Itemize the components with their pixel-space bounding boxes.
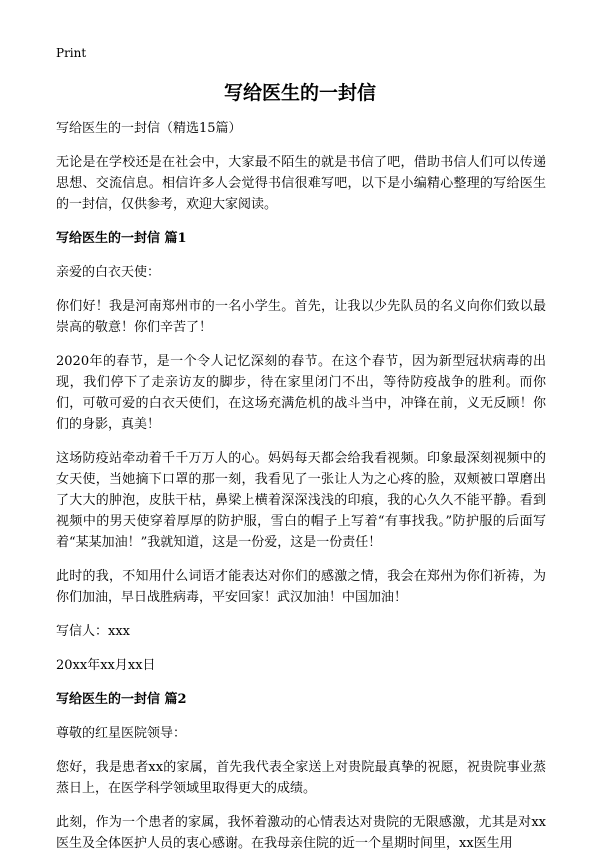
article-body: [56, 118, 546, 867]
intro-paragraph: 无论是在学校还是在社会中，大家最不陌生的就是书信了吧，借助书信人们可以传递思想、交流信息。相信许多人会觉得书信很难写吧，以下是小编精心整理的写给医生的一封信，仅供参考，欢迎大家阅读。: [56, 155, 546, 212]
letter1-paragraph: 你们好！我是河南郑州市的一名小学生。首先，让我以少先队员的名义向你们致以最崇高的敬意！你们辛苦了！: [56, 299, 546, 335]
letter2-paragraph: 此刻，作为一个患者的家属，我怀着激动的心情表达对贵院的无限感激，尤其是对xx医生及全体医护人员的衷心感谢。在我母亲住院的近一个星期时间里，xx医生用: [56, 815, 546, 851]
page-title: 写给医生的一封信: [223, 82, 376, 104]
letter1-paragraph: 2020年的春节，是一个令人记忆深刻的春节。在这个春节，因为新型冠状病毒的出现，我们停下了走亲访友的脚步，待在家里闭门不出，等待防疫战争的胜利。而你们，可敬可爱的白衣天使们，在这场充满危机的战斗当中，冲锋在前，义无反顾！你们的身影，真美！: [56, 354, 546, 432]
letter1-paragraph: 此时的我，不知用什么词语才能表达对你们的感激之情，我会在郑州为你们祈祷，为你们加油，早日战胜病毒，平安回家！武汉加油！中国加油！: [56, 569, 546, 605]
letter1-paragraph: 这场防疫站牵动着千千万万人的心。妈妈每天都会给我看视频。印象最深刻视频中的女天使，当她摘下口罩的那一刻，我看见了一张让人为之心疼的脸，双颊被口罩磨出了大大的肿泡，皮肤干枯，鼻梁上横着深深浅浅的印痕，我的心久久不能平静。看到视频中的男天使穿着厚厚的防护服，雪白的帽子上写着“有事找我。”防护服的后面写着“某某加油！”我就知道，这是一份爱，这是一份责任！: [56, 451, 546, 550]
letter1-heading: 写给医生的一封信 篇1: [56, 231, 187, 246]
letter2-heading: 写给医生的一封信 篇2: [56, 692, 187, 707]
letter2-salutation: 尊敬的红星医院领导：: [56, 726, 187, 741]
letter2-paragraph: 您好，我是患者xx的家属，首先我代表全家送上对贵院最真挚的祝愿，祝贵院事业蒸蒸日上，在医学科学领域里取得更大的成绩。: [56, 760, 546, 796]
letter1-signature: 写信人：xxx: [56, 624, 130, 639]
letter1-date: 20xx年xx月xx日: [56, 658, 156, 673]
article-subtitle: 写给医生的一封信（精选15篇）: [56, 121, 242, 136]
print-link[interactable]: Print: [56, 46, 87, 60]
letter1-salutation: 亲爱的白衣天使：: [56, 265, 161, 280]
